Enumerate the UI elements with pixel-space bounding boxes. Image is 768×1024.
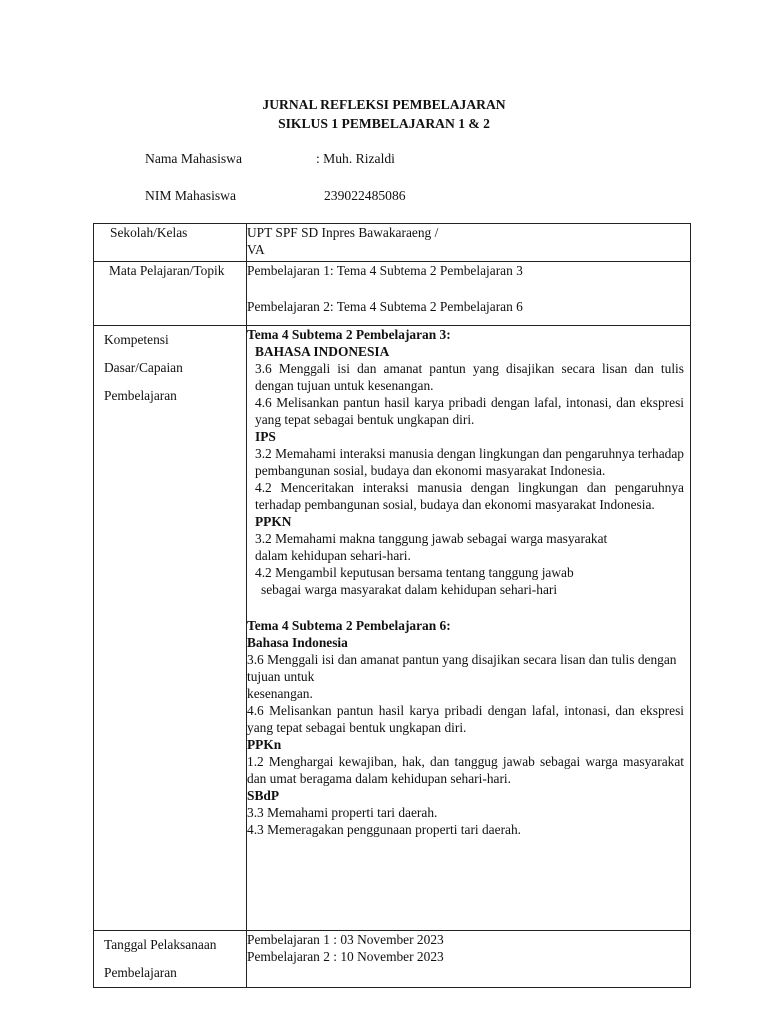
student-nim-value: 239022485086 bbox=[324, 188, 406, 203]
subject-label: Mata Pelajaran/Topik bbox=[109, 263, 225, 278]
table-row-school bbox=[94, 224, 691, 262]
reflection-table bbox=[93, 223, 691, 988]
date-label-2: Pembelajaran bbox=[104, 965, 177, 980]
date-line2: Pembelajaran 2 : 10 November 2023 bbox=[247, 949, 444, 964]
subject-value-cell bbox=[247, 262, 691, 326]
student-name-value: : Muh. Rizaldi bbox=[316, 151, 395, 166]
table-row-subject bbox=[94, 262, 691, 326]
subject-heading-ppkn-b: PPKn bbox=[247, 737, 282, 752]
competency-item: 1.2 Menghargai kewajiban, hak, dan tanggug jawab sebagai warga masyarakat dan umat beragama dalam kehidupan sehari-hari. bbox=[247, 754, 684, 786]
subject-line1: Pembelajaran 1: Tema 4 Subtema 2 Pembelajaran 3 bbox=[247, 263, 523, 278]
school-label-cell bbox=[94, 224, 247, 262]
competency-item: 3.6 Menggali isi dan amanat pantun yang disajikan secara lisan dan tulis dengan tujuan untuk bbox=[247, 652, 677, 684]
competency-item: kesenangan. bbox=[247, 686, 313, 701]
subject-heading-ppkn: PPKN bbox=[255, 514, 292, 529]
competency-item: 4.2 Menceritakan interaksi manusia dengan lingkungan dan pengaruhnya terhadap pembangunan sosial, budaya dan ekonomi masyarakat Indonesia. bbox=[255, 480, 684, 512]
school-line2: VA bbox=[247, 242, 265, 257]
competency-item: 4.2 Mengambil keputusan bersama tentang tanggung jawab bbox=[255, 565, 574, 580]
student-name-label: Nama Mahasiswa bbox=[145, 151, 243, 166]
date-value-cell bbox=[247, 931, 691, 988]
competency-label-1: Kompetensi bbox=[104, 332, 169, 347]
competency-label-3: Pembelajaran bbox=[104, 388, 177, 403]
table-row-date bbox=[94, 931, 691, 988]
competency-label-2: Dasar/Capaian bbox=[104, 360, 183, 375]
section-heading-b: Tema 4 Subtema 2 Pembelajaran 6: bbox=[247, 618, 451, 633]
document-title-line1: JURNAL REFLEKSI PEMBELAJARAN bbox=[262, 97, 506, 112]
subject-heading-ips: IPS bbox=[255, 429, 276, 444]
competency-content-cell bbox=[247, 326, 691, 931]
competency-item: 4.6 Melisankan pantun hasil karya pribadi dengan lafal, intonasi, dan ekspresi yang tepat sebagai bentuk ungkapan diri. bbox=[255, 395, 684, 427]
competency-item: 4.6 Melisankan pantun hasil karya pribadi dengan lafal, intonasi, dan ekspresi yang tepat sebagai bentuk ungkapan diri. bbox=[247, 703, 684, 735]
date-label-cell bbox=[94, 931, 247, 988]
competency-item: dalam kehidupan sehari-hari. bbox=[255, 548, 411, 563]
competency-label-cell bbox=[94, 326, 247, 931]
competency-item: sebagai warga masyarakat dalam kehidupan sehari-hari bbox=[261, 582, 558, 597]
subject-heading-bahasa-indonesia: BAHASA INDONESIA bbox=[255, 344, 390, 359]
school-label: Sekolah/Kelas bbox=[110, 225, 188, 240]
section-heading-a: Tema 4 Subtema 2 Pembelajaran 3: bbox=[247, 327, 451, 342]
student-nim-label: NIM Mahasiswa bbox=[145, 188, 236, 203]
subject-heading-sbdp: SBdP bbox=[247, 788, 280, 803]
date-line1: Pembelajaran 1 : 03 November 2023 bbox=[247, 932, 444, 947]
subject-line2: Pembelajaran 2: Tema 4 Subtema 2 Pembelajaran 6 bbox=[247, 299, 523, 314]
competency-item: 3.2 Memahami interaksi manusia dengan lingkungan dan pengaruhnya terhadap pembangunan sosial, budaya dan ekonomi masyarakat Indonesia. bbox=[255, 446, 684, 478]
date-label-1: Tanggal Pelaksanaan bbox=[104, 937, 217, 952]
school-line1: UPT SPF SD Inpres Bawakaraeng / bbox=[247, 225, 439, 240]
competency-item: 3.6 Menggali isi dan amanat pantun yang disajikan secara lisan dan tulis dengan tujuan untuk kesenangan. bbox=[255, 361, 684, 393]
table-row-competency bbox=[94, 326, 691, 931]
competency-item: 4.3 Memeragakan penggunaan properti tari daerah. bbox=[247, 822, 522, 837]
school-value-cell bbox=[247, 224, 691, 262]
document-title-line2: SIKLUS 1 PEMBELAJARAN 1 & 2 bbox=[278, 116, 490, 131]
subject-heading-bahasa-indonesia-b: Bahasa Indonesia bbox=[247, 635, 348, 650]
competency-item: 3.3 Memahami properti tari daerah. bbox=[247, 805, 438, 820]
subject-label-cell bbox=[94, 262, 247, 326]
competency-item: 3.2 Memahami makna tanggung jawab sebagai warga masyarakat bbox=[255, 531, 608, 546]
